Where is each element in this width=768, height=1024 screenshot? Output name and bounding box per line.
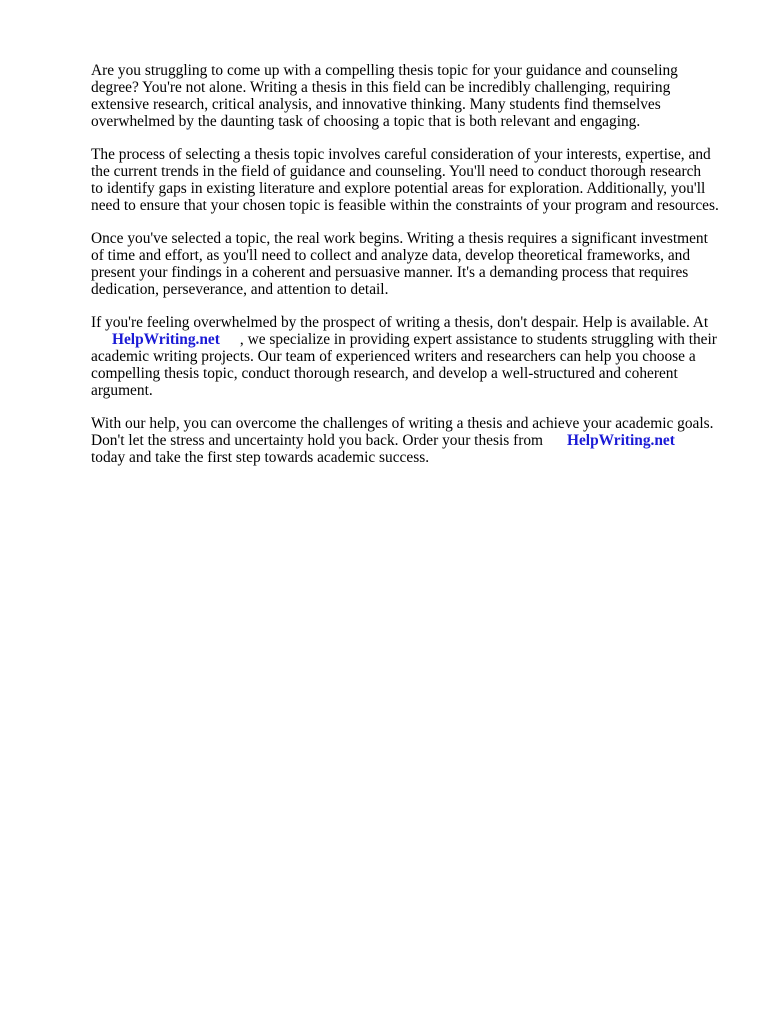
p5-line-2-text: Don't let the stress and uncertainty hold you back. Order your thesis from [91,432,543,449]
p4-line-2-text: , we specialize in providing expert assistance to students struggling with their [239,331,717,348]
p3-line-1: Once you've selected a topic, the real work begins. Writing a thesis requires a significant investment [91,230,708,247]
p3-line-4: dedication, perseverance, and attention to detail. [91,281,389,298]
helpwriting-link-1[interactable]: HelpWriting.net [112,331,220,348]
p2-line-1: The process of selecting a thesis topic involves careful consideration of your interests, expertise, and [91,146,711,163]
p4-line-3: academic writing projects. Our team of experienced writers and researchers can help you choose a [91,348,696,365]
p2-line-2: the current trends in the field of guidance and counseling. You'll need to conduct thorough research [91,163,702,180]
p1-line-2: degree? You're not alone. Writing a thesis in this field can be incredibly challenging, requiring [91,79,671,96]
p4-line-4: compelling thesis topic, conduct thorough research, and develop a well-structured and coherent [91,365,678,382]
p1-line-4: overwhelmed by the daunting task of choosing a topic that is both relevant and engaging. [91,113,641,130]
p2-line-3: to identify gaps in existing literature and explore potential areas for exploration. Additionally, you'll [91,180,706,197]
helpwriting-link-2[interactable]: HelpWriting.net [567,432,675,449]
p5-line-2 [91,432,675,449]
p3-line-3: present your findings in a coherent and persuasive manner. It's a demanding process that requires [91,264,689,281]
p2-line-4: need to ensure that your chosen topic is feasible within the constraints of your program and resources. [91,197,719,214]
p5-line-1: With our help, you can overcome the challenges of writing a thesis and achieve your academic goals. [91,415,714,432]
p1-line-3: extensive research, critical analysis, and innovative thinking. Many students find themselves [91,96,661,113]
p4-line-5: argument. [91,382,153,399]
p1-line-1: Are you struggling to come up with a compelling thesis topic for your guidance and counseling [91,62,678,79]
p3-line-2: of time and effort, as you'll need to collect and analyze data, develop theoretical frameworks, and [91,247,691,264]
p4-line-2 [112,331,717,348]
p4-line-1: If you're feeling overwhelmed by the prospect of writing a thesis, don't despair. Help is available. At [91,314,709,331]
p5-line-3: today and take the first step towards academic success. [91,449,430,466]
